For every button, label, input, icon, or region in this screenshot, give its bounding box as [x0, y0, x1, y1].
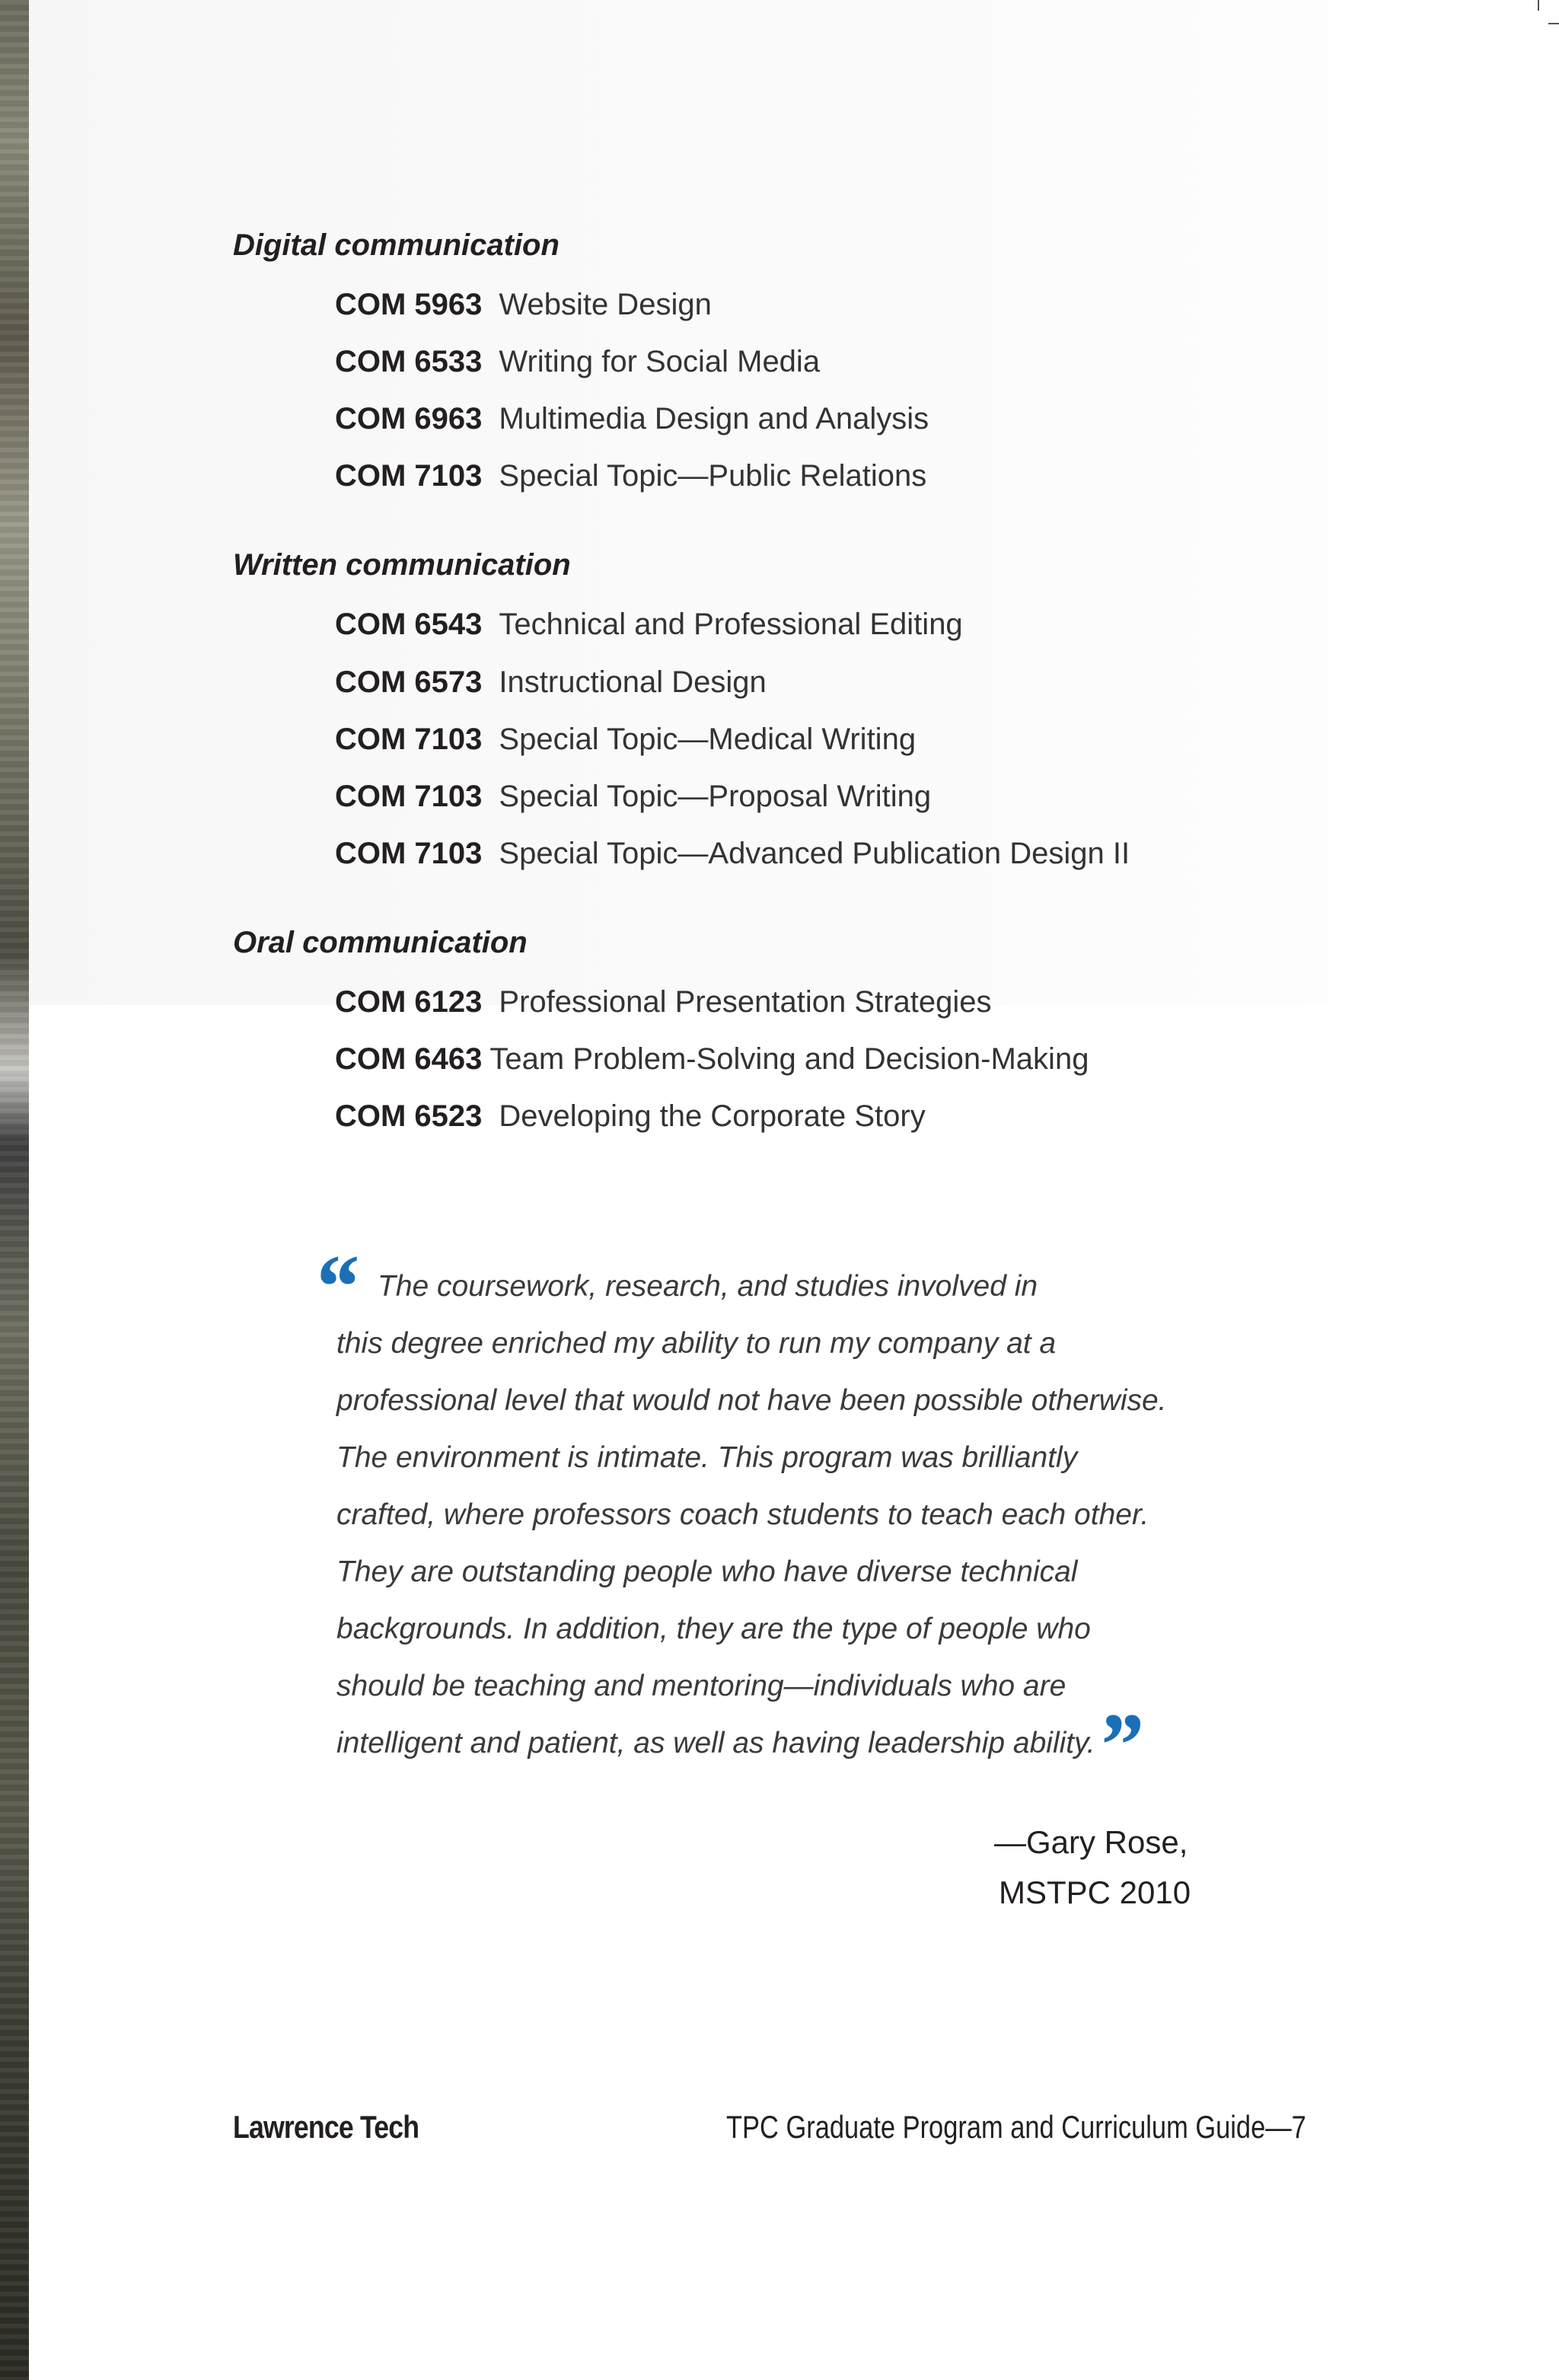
- course-title: Special Topic—Public Relations: [499, 459, 927, 493]
- course-code: COM 5963: [335, 288, 483, 321]
- course-code: COM 7103: [335, 459, 483, 493]
- course-code: COM 6573: [335, 665, 483, 699]
- course-title: Instructional Design: [499, 665, 767, 699]
- course-title: Team Problem-Solving and Decision-Making: [489, 1042, 1089, 1076]
- quote-line: They are outstanding people who have diverse technical: [336, 1555, 1078, 1588]
- attribution-name: —Gary Rose,: [994, 1824, 1188, 1860]
- attribution-program: MSTPC 2010: [999, 1874, 1191, 1910]
- quote-line: professional level that would not have been possible otherwise.: [336, 1384, 1167, 1417]
- course-code: COM 7103: [335, 837, 483, 870]
- course-title: Special Topic—Proposal Writing: [499, 780, 932, 813]
- quote-line: this degree enriched my ability to run my company at a: [336, 1327, 1057, 1360]
- course-row: [335, 984, 991, 1020]
- crop-mark-top-right: [1538, 0, 1539, 11]
- course-row: [335, 1098, 926, 1134]
- course-row: [335, 286, 712, 323]
- course-code: COM 7103: [335, 780, 483, 813]
- course-title: Writing for Social Media: [499, 345, 821, 378]
- quote-line: intelligent and patient, as well as having leadership ability.: [336, 1727, 1095, 1759]
- course-code: COM 6523: [335, 1099, 483, 1133]
- quote-line: crafted, where professors coach students to teach each other.: [336, 1498, 1149, 1531]
- close-quote-icon: ”: [1096, 1694, 1142, 1795]
- open-quote-icon: “: [312, 1236, 358, 1337]
- section-heading-oral: Oral communication: [233, 926, 528, 959]
- course-code: COM 6963: [335, 402, 483, 435]
- crop-mark-right: [1548, 23, 1559, 24]
- course-row: [335, 835, 1130, 872]
- course-code: COM 7103: [335, 723, 483, 756]
- quote-line: should be teaching and mentoring—individuals who are: [336, 1670, 1066, 1702]
- course-code: COM 6123: [335, 985, 483, 1019]
- course-row: [335, 343, 820, 380]
- quote-line: The coursework, research, and studies involved in: [378, 1270, 1038, 1303]
- course-title: Developing the Corporate Story: [499, 1099, 926, 1133]
- section-heading-digital: Digital communication: [233, 228, 560, 262]
- course-title: Special Topic—Medical Writing: [499, 723, 917, 756]
- course-row: [335, 458, 926, 494]
- course-row: [335, 606, 963, 643]
- course-code: COM 6463: [335, 1042, 483, 1076]
- footer-guide-title: TPC Graduate Program and Curriculum Guide—7: [726, 2109, 1306, 2145]
- course-title: Website Design: [499, 288, 712, 321]
- footer-brand: Lawrence Tech: [233, 2109, 419, 2145]
- course-row: [335, 778, 931, 815]
- course-title: Technical and Professional Editing: [499, 608, 963, 641]
- photo-edge-strip: [0, 0, 29, 2380]
- course-title: Multimedia Design and Analysis: [499, 402, 929, 435]
- section-heading-written: Written communication: [233, 548, 571, 582]
- course-row: [335, 1041, 1089, 1077]
- quote-line: The environment is intimate. This program was brilliantly: [336, 1441, 1078, 1474]
- course-code: COM 6533: [335, 345, 483, 378]
- course-title: Professional Presentation Strategies: [499, 985, 992, 1019]
- course-row: [335, 721, 916, 758]
- course-row: [335, 664, 767, 700]
- course-title: Special Topic—Advanced Publication Design II: [499, 837, 1130, 870]
- course-row: [335, 400, 929, 437]
- quote-line: backgrounds. In addition, they are the type of people who: [336, 1613, 1091, 1645]
- course-code: COM 6543: [335, 608, 483, 641]
